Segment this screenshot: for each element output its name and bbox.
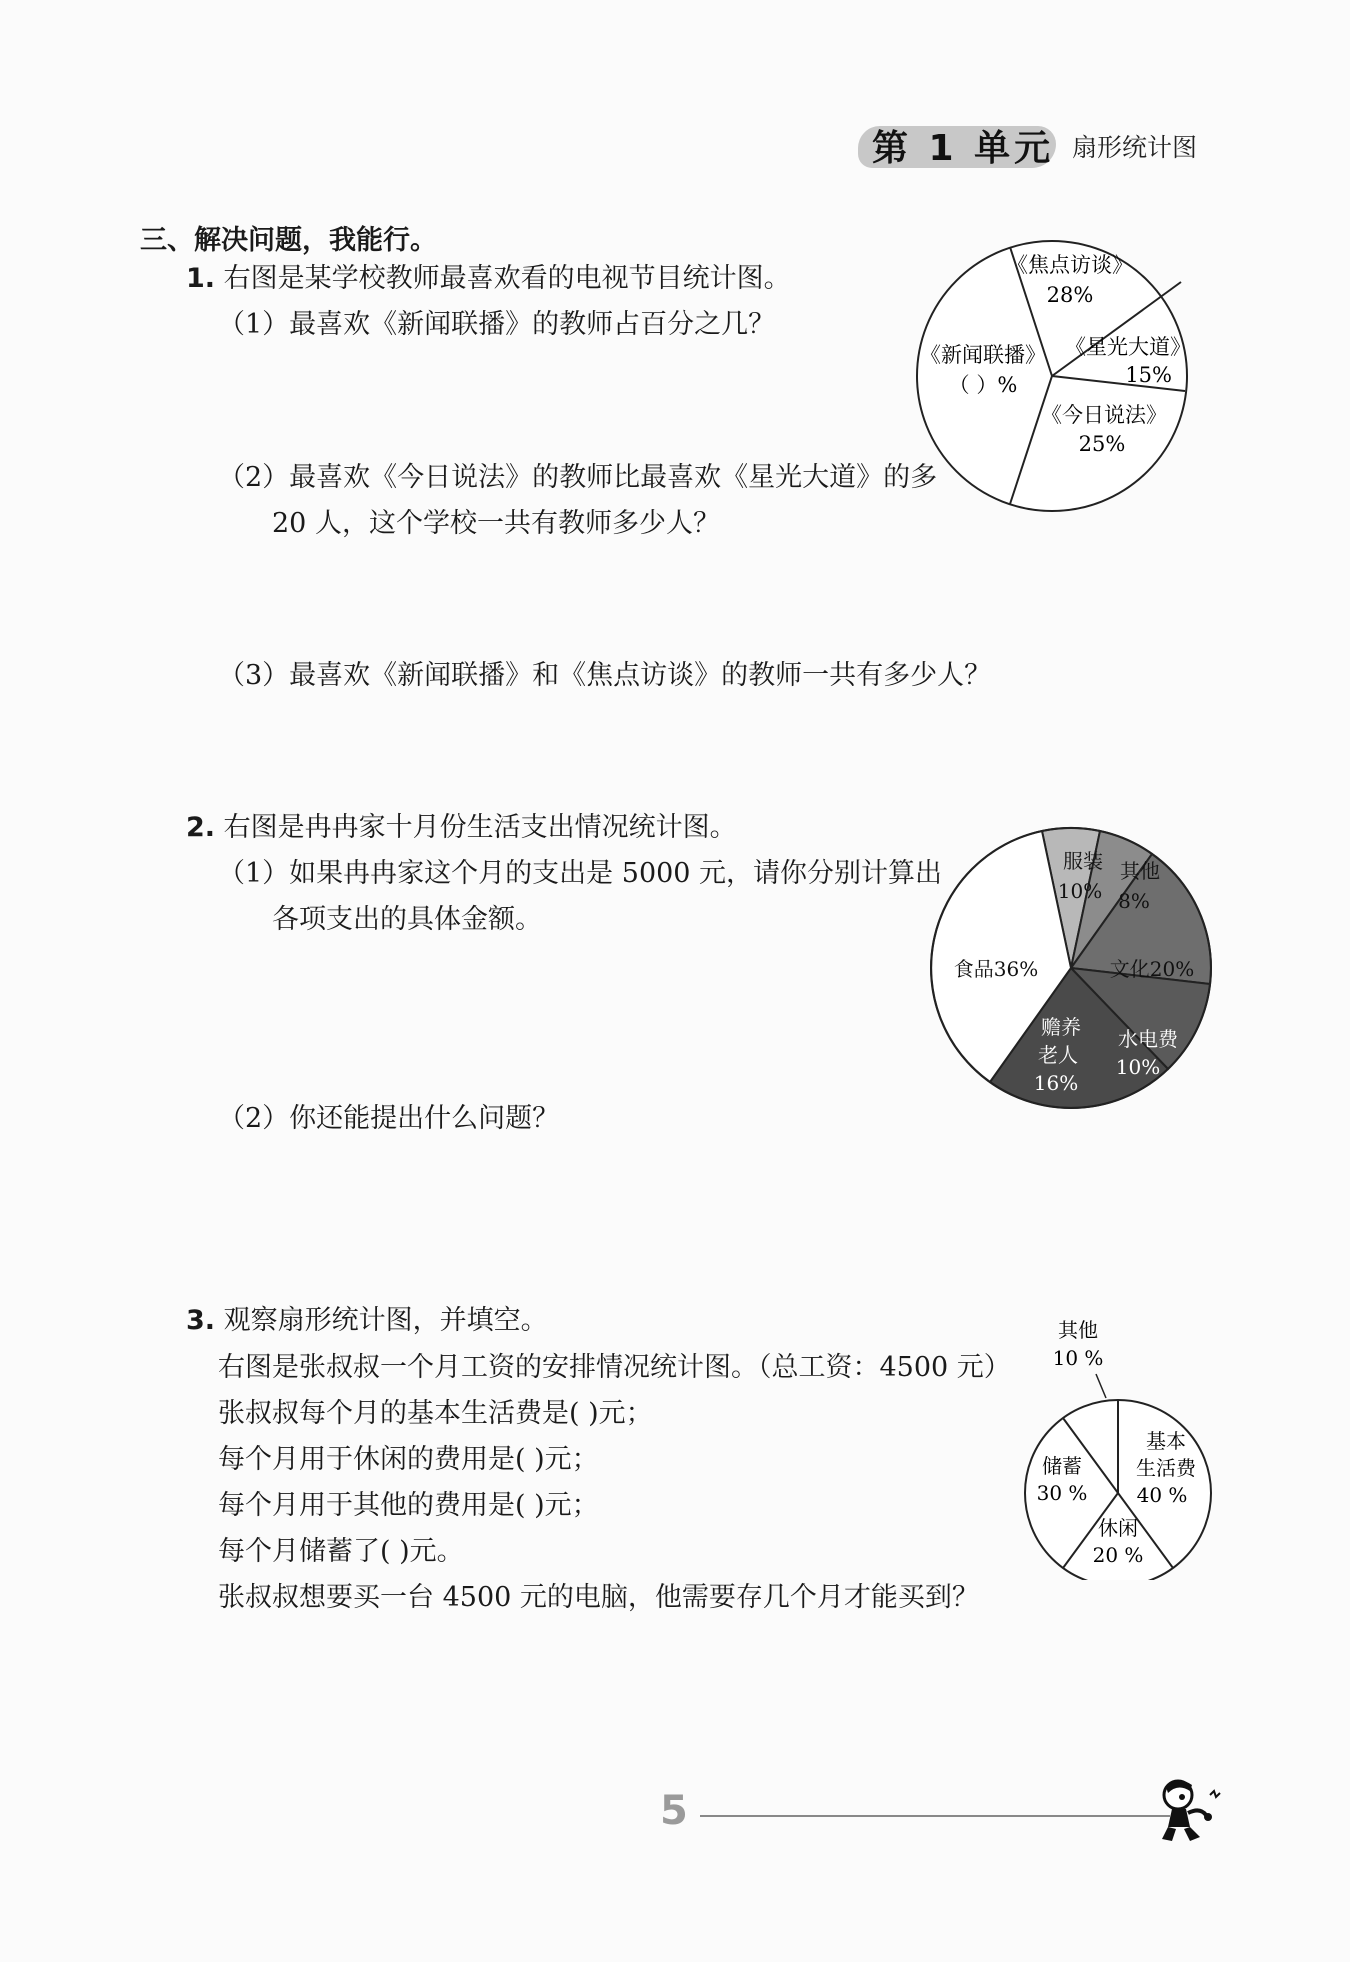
q2-pie-chart [928,826,1218,1116]
q1-intro-line [186,263,791,295]
q3-line6: 张叔叔想要买一台 4500 元的电脑，他需要存几个月才能买到？ [218,1582,979,1613]
q3-label-basic-1: 基本 [1146,1429,1186,1453]
q3-label-leisure: 休闲 [1098,1516,1138,1540]
q1-number: 1. [186,263,216,294]
q3-line2: 张叔叔每个月的基本生活费是( )元； [218,1398,653,1429]
q3-intro-line [186,1305,548,1337]
q1-label-xinwen: 《新闻联播》 [920,343,1046,367]
q1-pct-jinri: 25% [1078,432,1126,456]
q3-line3: 每个月用于休闲的费用是( )元； [218,1444,599,1475]
section-title: 三、解决问题，我能行。 [140,225,437,256]
q3-line5: 每个月储蓄了( )元。 [218,1536,464,1567]
q1-part2-line1: （2）最喜欢《今日说法》的教师比最喜欢《星光大道》的多 [218,462,938,493]
q3-pct-savings: 30 % [1036,1481,1088,1505]
mascot-icon [1150,1775,1230,1845]
q3-number: 3. [186,1305,216,1336]
q2-pct-other: 8% [1118,889,1150,913]
q2-label-utilities: 水电费 [1118,1027,1178,1051]
q2-pct-elderly: 16% [1033,1071,1079,1095]
q2-label-culture: 文化20% [1109,957,1195,981]
q3-pct-leisure: 20 % [1092,1543,1144,1567]
q3-label-basic-2: 生活费 [1136,1456,1196,1480]
q2-part2: （2）你还能提出什么问题？ [218,1103,560,1134]
unit-title: 第 1 单元 [872,128,1055,169]
q2-label-elderly-2: 老人 [1038,1043,1078,1067]
q1-pct-xingguang: 15% [1125,363,1172,387]
q2-label-food: 食品36% [953,957,1039,981]
q3-pct-basic: 40 % [1136,1483,1188,1507]
q3-label-other-2: 10 % [1052,1346,1104,1370]
q2-part1-line1: （1）如果冉冉家这个月的支出是 5000 元，请你分别计算出 [218,858,943,889]
q3-label-savings: 储蓄 [1042,1454,1082,1478]
q2-label-clothing: 服装 [1063,849,1103,873]
q2-label-other: 其他 [1120,859,1160,883]
q3-pie-chart [1010,1310,1230,1580]
q1-label-jiaodian: 《焦点访谈》 [1007,253,1133,277]
q2-pct-clothing: 10% [1057,879,1103,903]
q2-label-elderly-1: 赡养 [1041,1015,1081,1039]
q3-label-leader-line [1096,1374,1106,1398]
q1-label-xingguang: 《星光大道》 [1065,335,1191,359]
q3-line4: 每个月用于其他的费用是( )元； [218,1490,599,1521]
q2-intro-line [186,812,737,844]
q1-part3: （3）最喜欢《新闻联播》和《焦点访谈》的教师一共有多少人？ [218,660,992,691]
q1-pct-xinwen: （ ）% [948,373,1018,397]
q1-pct-jiaodian: 28% [1046,283,1094,307]
q1-pie-chart [910,238,1200,518]
page-number: 5 [660,1788,688,1834]
q2-intro: 右图是冉冉家十月份生活支出情况统计图。 [223,812,737,843]
footer-rule [700,1815,1170,1817]
q2-part1-line2: 各项支出的具体金额。 [272,904,542,935]
q2-pct-utilities: 10% [1115,1055,1161,1079]
unit-badge [858,118,1056,170]
q3-label-other-1: 其他 [1058,1318,1098,1342]
q1-label-jinri: 《今日说法》 [1041,403,1167,427]
q1-intro: 右图是某学校教师最喜欢看的电视节目统计图。 [223,263,791,294]
q3-intro: 观察扇形统计图，并填空。 [223,1305,548,1336]
unit-topic: 扇形统计图 [1072,133,1198,162]
q1-part1: （1）最喜欢《新闻联播》的教师占百分之几？ [218,309,776,340]
q1-part2-line2: 20 人，这个学校一共有教师多少人？ [272,508,720,539]
q2-number: 2. [186,812,216,843]
q3-line1: 右图是张叔叔一个月工资的安排情况统计图。（总工资：4500 元） [218,1352,1011,1383]
